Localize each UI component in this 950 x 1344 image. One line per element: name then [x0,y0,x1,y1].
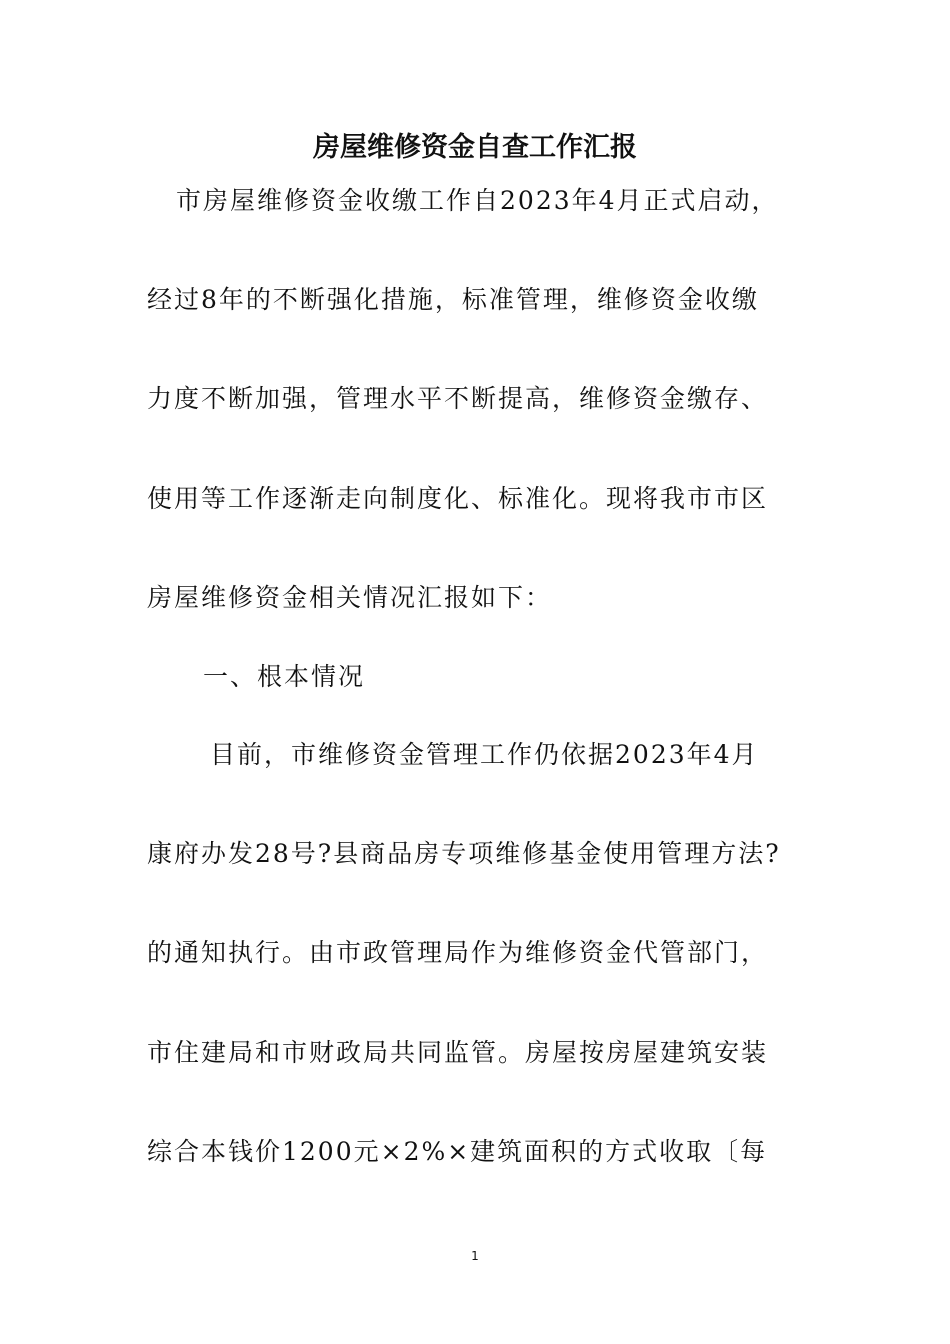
paragraph-line-8: 康府办发28号?县商品房专项维修基金使用管理方法? [147,839,781,868]
page-number: 1 [471,1249,479,1263]
paragraph-line-9: 的通知执行。由市政管理局作为维修资金代管部门， [147,938,769,967]
paragraph-line-10: 市住建局和市财政局共同监管。房屋按房屋建筑安装 [147,1038,769,1067]
paragraph-line-5: 房屋维修资金相关情况汇报如下： [147,583,553,612]
paragraph-line-4: 使用等工作逐渐走向制度化、标准化。现将我市市区 [147,484,769,513]
paragraph-line-3: 力度不断加强，管理水平不断提高，维修资金缴存、 [147,384,769,413]
section-heading: 一、根本情况 [203,662,366,691]
paragraph-line-2: 经过8年的不断强化措施，标准管理，维修资金收缴 [147,285,759,314]
document-title: 房屋维修资金自查工作汇报 [313,132,637,163]
paragraph-line-11: 综合本钱价1200元×2%×建筑面积的方式收取〔每 [147,1137,768,1166]
paragraph-line-7: 目前，市维修资金管理工作仍依据2023年4月 [210,740,759,769]
paragraph-line-1: 市房屋维修资金收缴工作自2023年4月正式启动， [176,186,779,215]
